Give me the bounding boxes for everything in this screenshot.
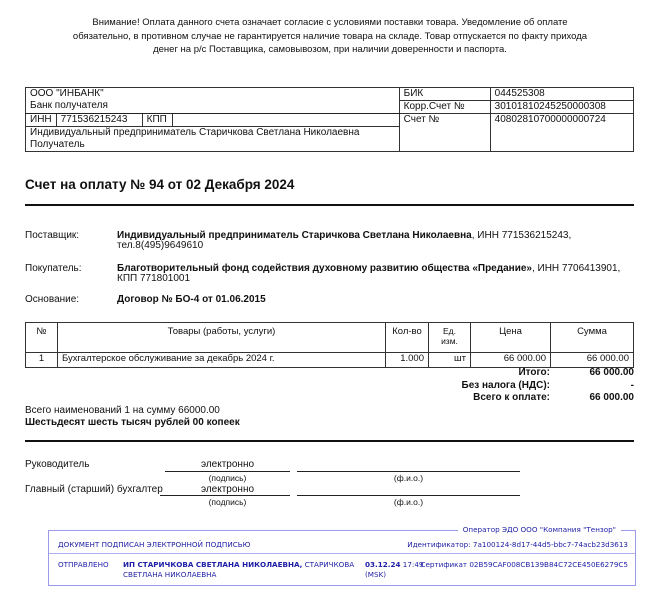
- bik-value: 044525308: [490, 88, 633, 101]
- col-header: Ед. изм.: [429, 323, 471, 353]
- supplier-inn: , ИНН 771536215243,: [471, 230, 572, 241]
- document-identifier: Идентификатор: 7a100124-8d17-44d5-bbc7-74acb23d3613: [407, 540, 628, 549]
- row-number: 1: [26, 353, 58, 368]
- corr-account-label: Корр.Счет №: [399, 101, 490, 114]
- recipient-label: Получатель: [30, 139, 85, 150]
- col-header: Сумма: [551, 323, 634, 353]
- sent-label: ОТПРАВЛЕНО: [58, 560, 109, 569]
- inn-label: ИНН: [26, 114, 57, 127]
- amount-in-words: Шестьдесят шесть тысяч рублей 00 копеек: [25, 417, 240, 428]
- col-header: Товары (работы, услуги): [58, 323, 386, 353]
- buyer-name: Благотворительный фонд содействия духовному развитию общества «Предание»: [117, 263, 532, 274]
- head-signature: электронно: [200, 459, 255, 470]
- col-header: Кол-во: [386, 323, 429, 353]
- row-name: Бухгалтерское обслуживание за декабрь 2024 г.: [58, 353, 386, 368]
- divider: [25, 440, 634, 442]
- notice-line: денег на р/с Поставщика, самовывозом, при наличии доверенности и паспорта.: [153, 44, 507, 55]
- notice-line: Внимание! Оплата данного счета означает согласие с условиями поставки товара. Уведомление об оплате: [92, 17, 568, 28]
- table-row: [26, 353, 634, 368]
- signature-line: [160, 495, 290, 496]
- accountant-signature: электронно: [200, 484, 255, 495]
- signature-caption: (подпись): [208, 473, 247, 483]
- bik-label: БИК: [399, 88, 490, 101]
- bank-name: ООО "ИНБАНК": [30, 88, 104, 99]
- buyer-value: [117, 263, 620, 274]
- total-value: 66 000.00: [589, 367, 634, 378]
- supplier-label: Поставщик:: [25, 230, 80, 241]
- row-sum: 66 000.00: [551, 353, 634, 368]
- buyer-label: Покупатель:: [25, 263, 82, 274]
- sent-datetime: [365, 560, 423, 569]
- buyer-inn: , ИНН 7706413901,: [531, 263, 621, 274]
- bank-label: Банк получателя: [30, 100, 108, 111]
- name-line: [297, 471, 520, 472]
- sender-person: СТАРИЧКОВА: [302, 560, 355, 569]
- name-line: [297, 495, 520, 496]
- basis-label: Основание:: [25, 294, 80, 305]
- payment-notice: [60, 16, 600, 57]
- supplier-name: Индивидуальный предприниматель Старичкова Светлана Николаевна: [117, 230, 472, 241]
- sender-org: ИП СТАРИЧКОВА СВЕТЛАНА НИКОЛАЕВНА,: [123, 560, 303, 569]
- vat-label: Без налога (НДС):: [461, 380, 550, 391]
- accountant-label: Главный (старший) бухгалтер: [25, 484, 163, 495]
- sent-time: 17:49: [400, 560, 424, 569]
- notice-line: обязательно, в противном случае не гарантируется наличие товара на складе. Товар отпускается по факту прихода: [72, 30, 588, 42]
- account-value: 40802810700000000724: [490, 114, 633, 152]
- timezone: (MSK): [365, 570, 387, 579]
- edo-operator: Оператор ЭДО ООО "Компания "Тензор": [458, 525, 621, 534]
- recipient-name: Индивидуальный предприниматель Старичкова Светлана Николаевна: [30, 127, 360, 138]
- kpp-value: [172, 114, 399, 127]
- e-signature-stamp: [48, 525, 636, 586]
- sender-person-line2: СВЕТЛАНА НИКОЛАЕВНА: [123, 570, 217, 579]
- table-header-row: [26, 323, 634, 353]
- name-caption: (ф.и.о.): [393, 497, 424, 507]
- basis-value: Договор № БО-4 от 01.06.2015: [117, 294, 266, 305]
- sender: [123, 560, 354, 569]
- supplier-phone: тел.8(495)9649610: [117, 240, 204, 251]
- row-qty: 1.000: [386, 353, 429, 368]
- row-price: 66 000.00: [471, 353, 551, 368]
- kpp-label: КПП: [142, 114, 172, 127]
- signature-caption: (подпись): [208, 497, 247, 507]
- name-caption: (ф.и.о.): [393, 473, 424, 483]
- goods-table: [25, 322, 634, 368]
- certificate: Сертификат 02B59CAF008CB139B84C72CE450E6279C5: [420, 560, 628, 569]
- signature-line: [165, 471, 290, 472]
- col-header: Цена: [471, 323, 551, 353]
- items-count-summary: Всего наименований 1 на сумму 66000.00: [25, 405, 220, 416]
- row-unit: шт: [429, 353, 471, 368]
- corr-account-value: 30101810245250000308: [490, 101, 633, 114]
- head-label: Руководитель: [25, 459, 90, 470]
- inn-value: 771536215243: [56, 114, 142, 127]
- total-label: Итого:: [518, 367, 550, 378]
- stamp-divider: [49, 553, 635, 554]
- buyer-kpp: КПП 771801001: [117, 273, 191, 284]
- vat-value: -: [630, 380, 634, 391]
- col-header: №: [26, 323, 58, 353]
- due-label: Всего к оплате:: [473, 392, 550, 403]
- bank-details-table: [25, 87, 634, 152]
- account-label: Счет №: [399, 114, 490, 152]
- due-value: 66 000.00: [589, 392, 634, 403]
- signed-notice: ДОКУМЕНТ ПОДПИСАН ЭЛЕКТРОННОЙ ПОДПИСЬЮ: [58, 540, 251, 549]
- invoice-title: Счет на оплату № 94 от 02 Декабря 2024: [25, 177, 295, 192]
- divider: [25, 204, 634, 206]
- sent-date: 03.12.24: [365, 560, 401, 569]
